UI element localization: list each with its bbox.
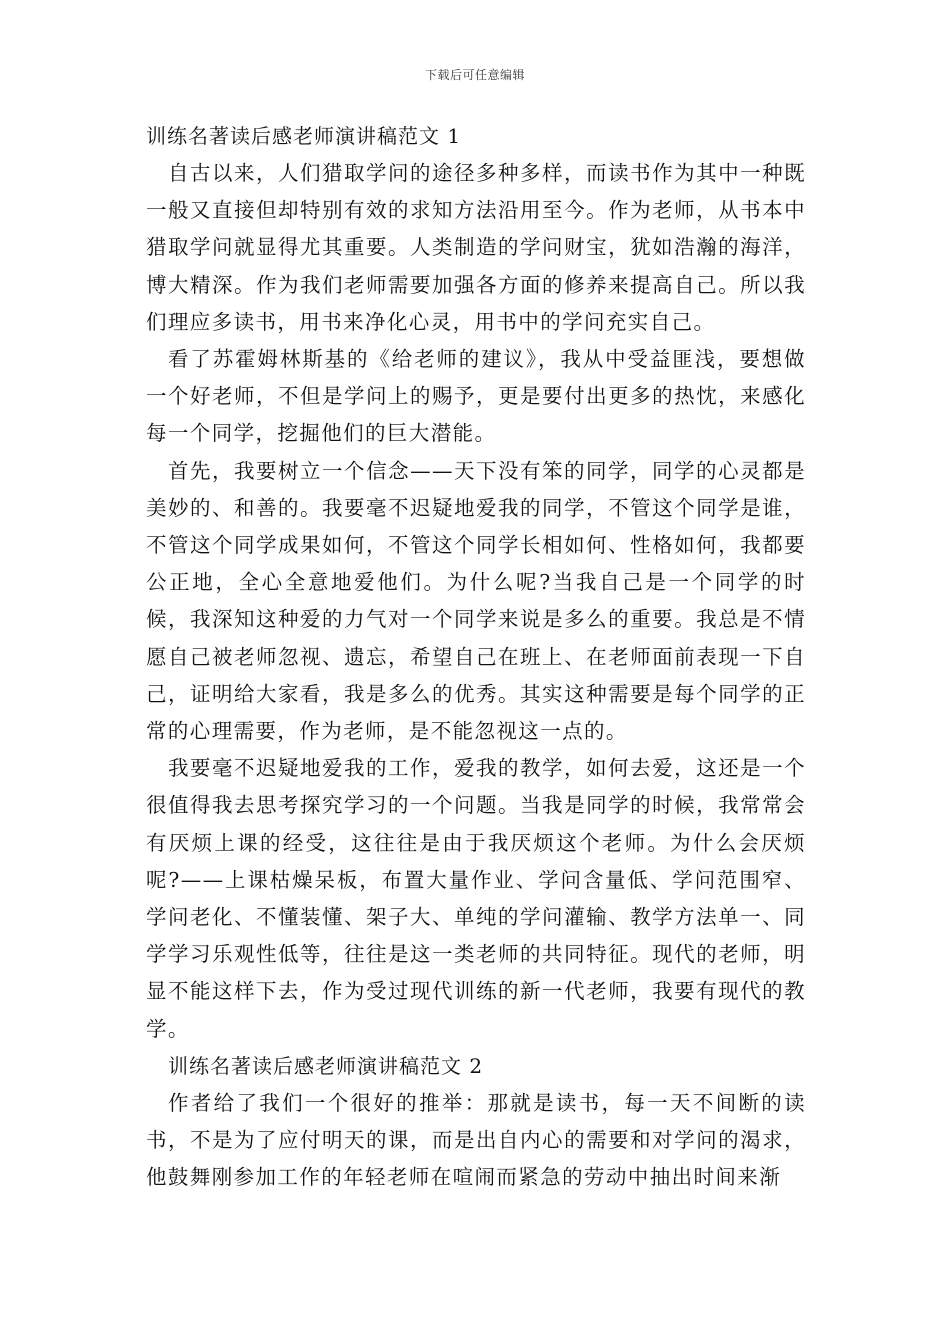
section-1-paragraph-2: 看了苏霍姆林斯基的《给老师的建议》，我从中受益匪浅，要想做一个好老师，不但是学问上的赐予，更是要付出更多的热忱，来感化每一个同学，挖掘他们的巨大潜能。 bbox=[146, 347, 806, 446]
section-2-paragraph-1: 作者给了我们一个很好的推举：那就是读书，每一天不间断的读书，不是为了应付明天的课，而是出自内心的需要和对学问的渴求，他鼓舞刚参加工作的年轻老师在喧闹而紧急的劳动中抽出时间来渐 bbox=[146, 1090, 806, 1190]
section-1-paragraph-1: 自古以来，人们猎取学问的途径多种多样，而读书作为其中一种既一般又直接但却特别有效的求知方法沿用至今。作为老师，从书本中猎取学问就显得尤其重要。人类制造的学问财宝，犹如浩瀚的海洋，博大精深。作为我们老师需要加强各方面的修养来提高自己。所以我们理应多读书，用书来净化心灵，用书中的学问充实自己。 bbox=[146, 161, 806, 334]
section-1-title: 训练名著读后感老师演讲稿范文 1 bbox=[146, 124, 462, 148]
section-2-title: 训练名著读后感老师演讲稿范文 2 bbox=[168, 1053, 484, 1078]
section-1-paragraph-3: 首先，我要树立一个信念——天下没有笨的同学，同学的心灵都是美妙的、和善的。我要毫不迟疑地爱我的同学，不管这个同学是谁，不管这个同学成果如何，不管这个同学长相如何、性格如何，我都要公正地，全心全意地爱他们。为什么呢?当我自己是一个同学的时候，我深知这种爱的力气对一个同学来说是多么的重要。我总是不情愿自己被老师忽视、遗忘，希望自己在班上、在老师面前表现一下自己，证明给大家看，我是多么的优秀。其实这种需要是每个同学的正常的心理需要，作为老师，是不能忽视这一点的。 bbox=[146, 458, 806, 744]
page-header-note: 下载后可任意编辑 bbox=[424, 68, 525, 82]
section-1-paragraph-4: 我要毫不迟疑地爱我的工作，爱我的教学，如何去爱，这还是一个很值得我去思考探究学习的一个问题。当我是同学的时候，我常常会有厌烦上课的经受，这往往是由于我厌烦这个老师。为什么会厌烦呢?——上课枯燥呆板，布置大量作业、学问含量低、学问范围窄、学问老化、不懂装懂、架子大、单纯的学问灌输、教学方法单一、同学学习乐观性低等，往往是这一类老师的共同特征。现代的老师，明显不能这样下去，作为受过现代训练的新一代老师，我要有现代的教学。 bbox=[146, 756, 806, 1041]
document-body bbox=[146, 118, 806, 1196]
